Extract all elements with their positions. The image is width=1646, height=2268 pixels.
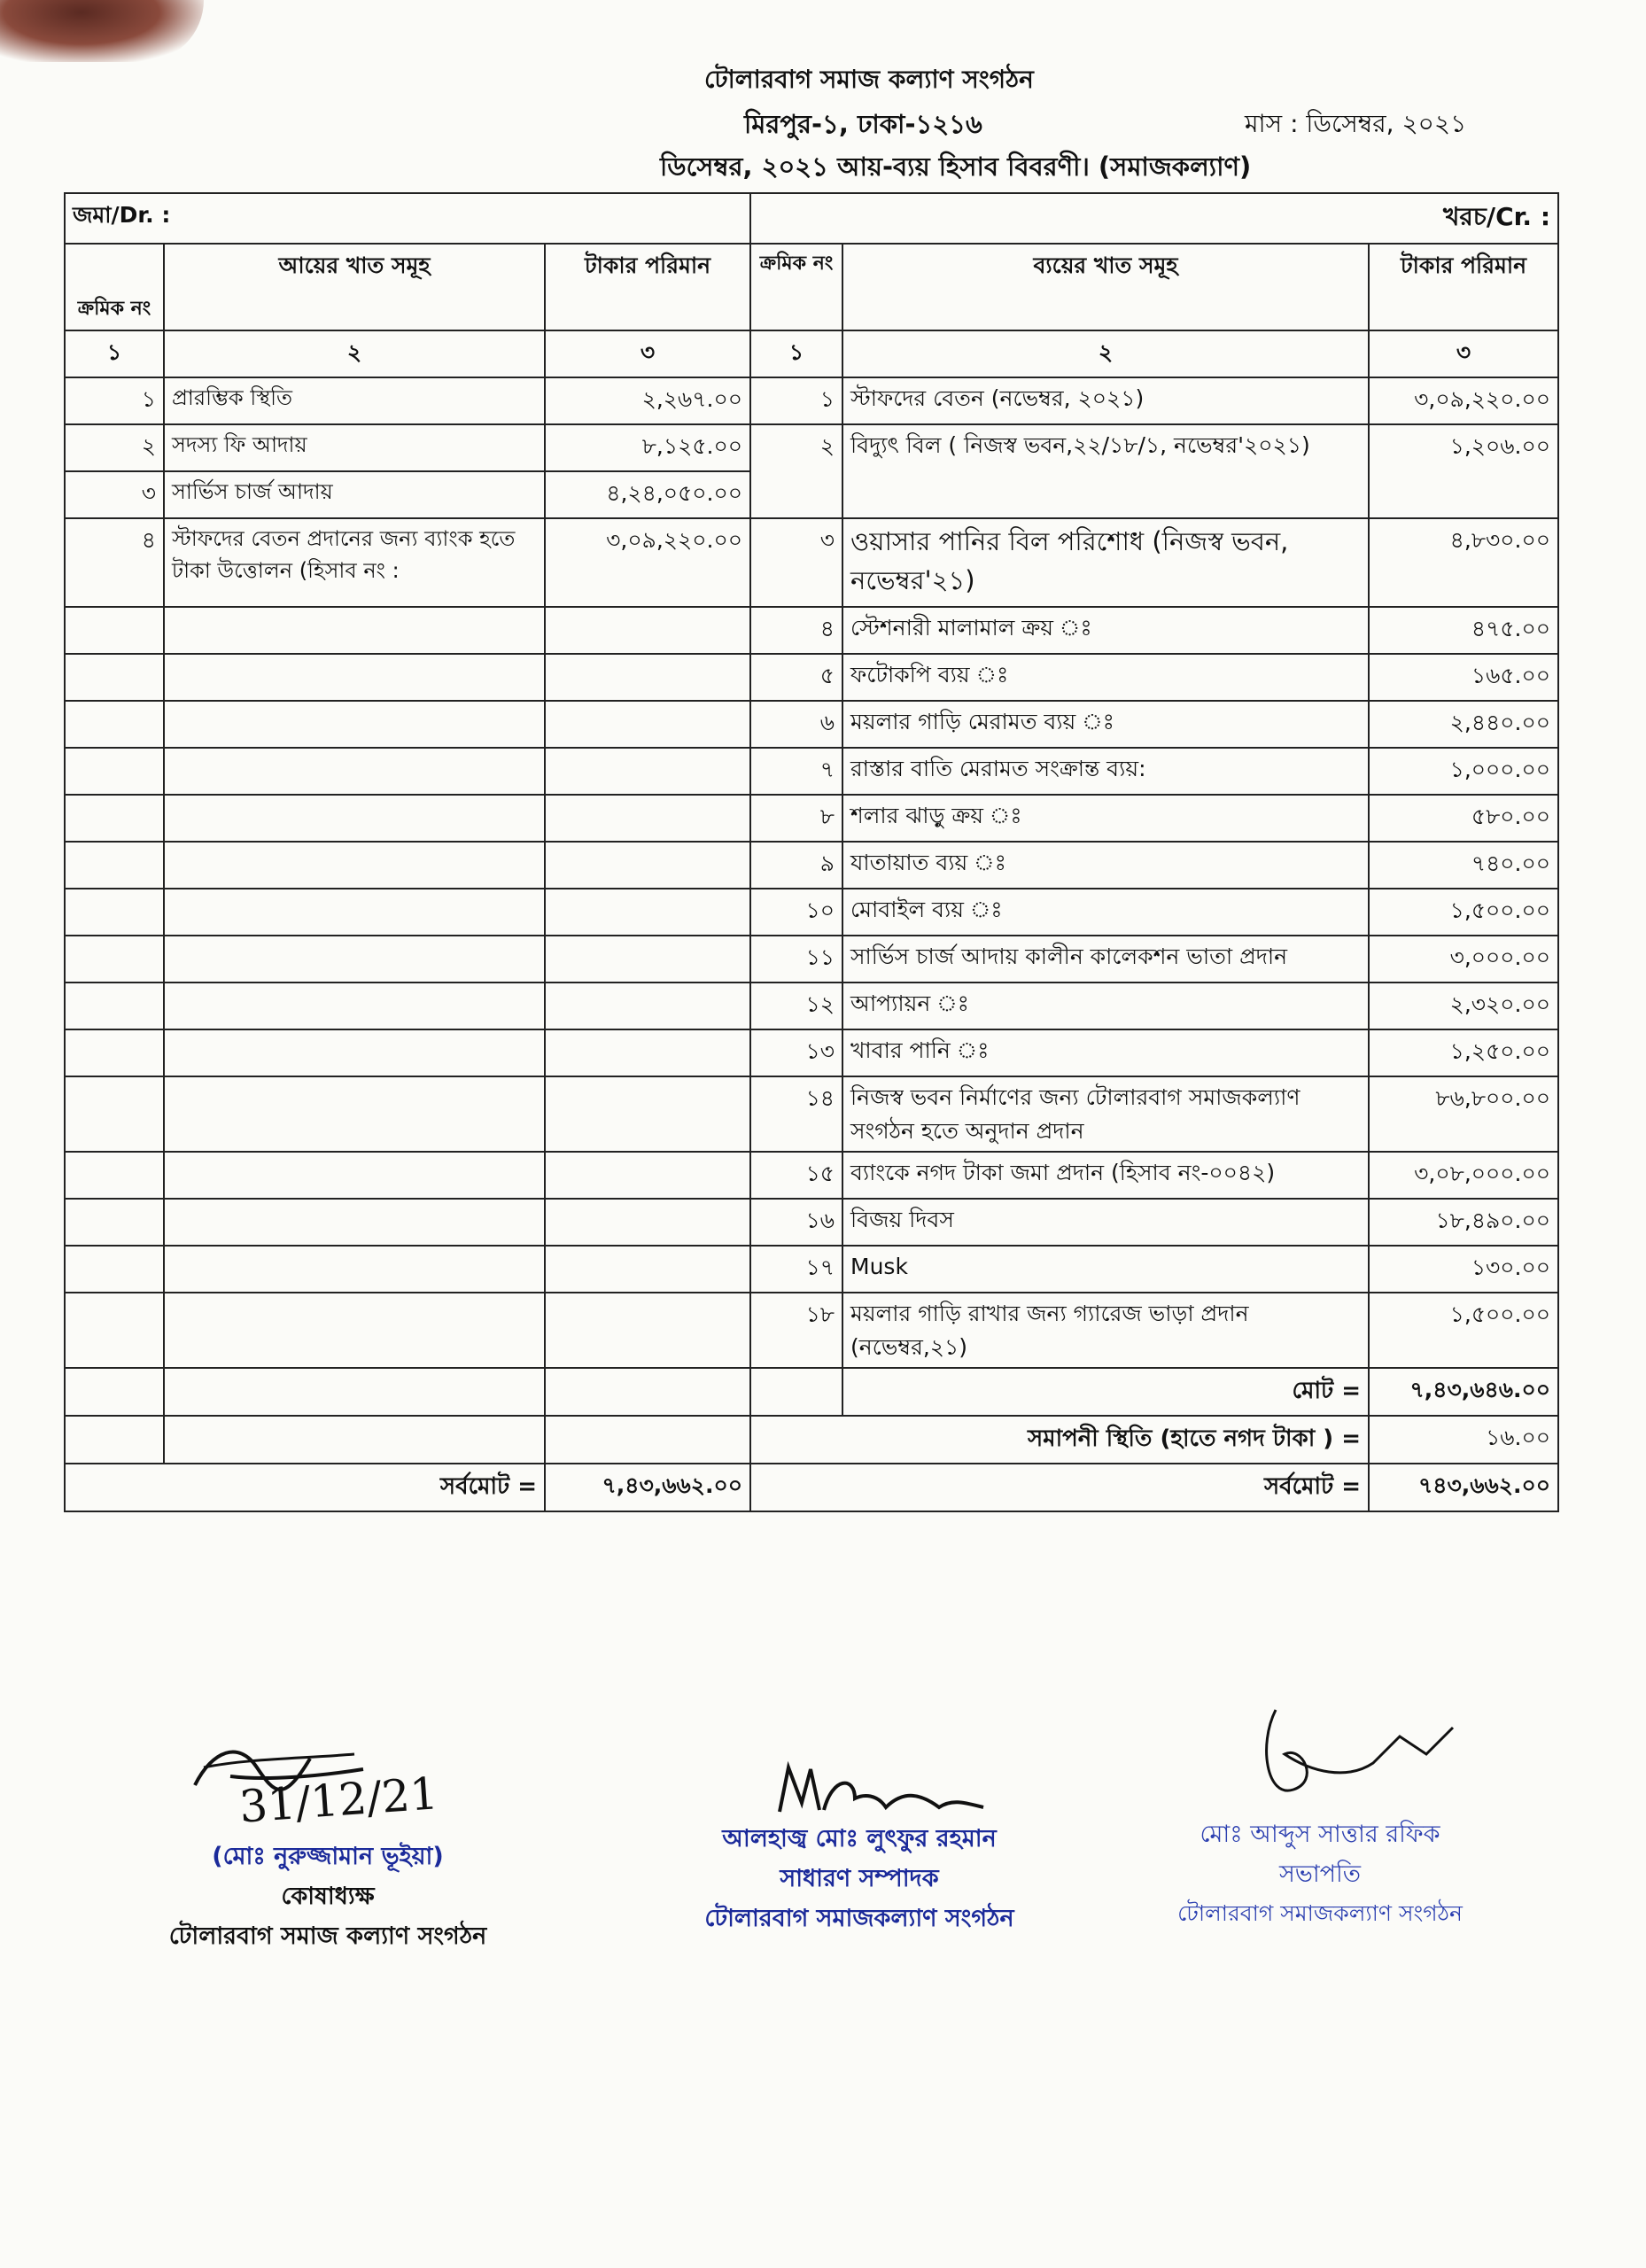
empty-cell xyxy=(545,654,750,701)
empty-cell xyxy=(164,889,545,936)
credit-label: খরচ/Cr. : xyxy=(750,193,1558,244)
handwritten-signature xyxy=(1161,1692,1479,1816)
empty-cell xyxy=(164,1029,545,1076)
expense-serial: ৩ xyxy=(750,518,842,607)
empty-cell xyxy=(164,936,545,983)
expense-amount: ২,৪৪০.০০ xyxy=(1369,701,1558,748)
income-amount: ২,২৬৭.০০ xyxy=(545,377,750,424)
expense-amount: ১,২৫০.০০ xyxy=(1369,1029,1558,1076)
expense-description: সার্ভিস চার্জ আদায় কালীন কালেকশন ভাতা প্রদান xyxy=(842,936,1369,983)
expense-serial: ১৬ xyxy=(750,1199,842,1246)
total-label: মোট = xyxy=(842,1368,1369,1416)
expense-serial: ১৫ xyxy=(750,1152,842,1199)
empty-cell xyxy=(164,1152,545,1199)
empty-cell xyxy=(164,1076,545,1152)
empty-cell xyxy=(545,607,750,654)
empty-cell xyxy=(65,1416,164,1464)
closing-balance-value: ১৬.০০ xyxy=(1369,1416,1558,1464)
expense-serial: ৪ xyxy=(750,607,842,654)
expense-amount: ১,৫০০.০০ xyxy=(1369,889,1558,936)
income-serial: ৪ xyxy=(65,518,164,607)
expense-description: ময়লার গাড়ি রাখার জন্য গ্যারেজ ভাড়া প্রদান (নভেম্বর,২১) xyxy=(842,1293,1369,1368)
expense-description: Musk xyxy=(842,1246,1369,1293)
income-expense-table xyxy=(64,192,1559,1512)
expense-serial: ৬ xyxy=(750,701,842,748)
expense-amount: ২,৩২০.০০ xyxy=(1369,983,1558,1029)
expense-description: স্টেশনারী মালামাল ক্রয় ঃ xyxy=(842,607,1369,654)
expense-description: ময়লার গাড়ি মেরামত ব্যয় ঃ xyxy=(842,701,1369,748)
income-description: প্রারম্ভিক স্থিতি xyxy=(164,377,545,424)
expense-description: বিজয় দিবস xyxy=(842,1199,1369,1246)
president-name: মোঃ আব্দুস সাত্তার রফিক xyxy=(1200,1821,1440,1848)
expense-amount: ১,৫০০.০০ xyxy=(1369,1293,1558,1368)
empty-cell xyxy=(65,983,164,1029)
expense-amount: ১৬৫.০০ xyxy=(1369,654,1558,701)
empty-cell xyxy=(545,748,750,795)
income-head-header: আয়ের খাত সমূহ xyxy=(164,244,545,330)
expense-description: যাতায়াত ব্যয় ঃ xyxy=(842,842,1369,889)
grand-total-expense: ৭৪৩,৬৬২.০০ xyxy=(1369,1464,1558,1511)
expense-amount: ১৮,৪৯০.০০ xyxy=(1369,1199,1558,1246)
empty-cell xyxy=(545,1076,750,1152)
empty-cell xyxy=(545,1199,750,1246)
empty-cell xyxy=(545,1416,750,1464)
empty-cell xyxy=(164,654,545,701)
expense-serial: ১৩ xyxy=(750,1029,842,1076)
empty-cell xyxy=(545,1029,750,1076)
empty-cell xyxy=(65,1199,164,1246)
expense-amount: ৩,০০০.০০ xyxy=(1369,936,1558,983)
expense-description: ব্যাংকে নগদ টাকা জমা প্রদান (হিসাব নং-০০৪২) xyxy=(842,1152,1369,1199)
expense-amount: ৭৪০.০০ xyxy=(1369,842,1558,889)
expense-description: শলার ঝাড়ু ক্রয় ঃ xyxy=(842,795,1369,842)
empty-cell xyxy=(545,1246,750,1293)
expense-serial: ২ xyxy=(750,424,842,518)
expense-serial: ৮ xyxy=(750,795,842,842)
column-number: ১ xyxy=(65,330,164,377)
expense-serial: ১৪ xyxy=(750,1076,842,1152)
grand-total-income: ৭,৪৩,৬৬২.০০ xyxy=(545,1464,750,1511)
expense-amount: ৩,০৮,০০০.০০ xyxy=(1369,1152,1558,1199)
debit-label: জমা/Dr. : xyxy=(65,193,750,244)
empty-cell xyxy=(65,795,164,842)
income-description: সার্ভিস চার্জ আদায় xyxy=(164,471,545,518)
expense-serial: ৫ xyxy=(750,654,842,701)
general-secretary-role: সাধারণ সম্পাদক xyxy=(780,1865,939,1892)
empty-cell xyxy=(65,1076,164,1152)
expense-description: ফটোকপি ব্যয় ঃ xyxy=(842,654,1369,701)
empty-cell xyxy=(65,1293,164,1368)
empty-cell xyxy=(65,1029,164,1076)
empty-cell xyxy=(164,1368,545,1416)
empty-cell xyxy=(65,889,164,936)
expense-amount: ৫৮০.০০ xyxy=(1369,795,1558,842)
empty-cell xyxy=(65,842,164,889)
empty-cell xyxy=(164,842,545,889)
expense-amount: ৪৭৫.০০ xyxy=(1369,607,1558,654)
empty-cell xyxy=(164,1293,545,1368)
month-label: মাস : ডিসেম্বর, ২০২১ xyxy=(1245,109,1467,138)
income-amount-header: টাকার পরিমান xyxy=(545,244,750,330)
empty-cell xyxy=(65,654,164,701)
empty-cell xyxy=(164,1416,545,1464)
expense-amount: ৪,৮৩০.০০ xyxy=(1369,518,1558,607)
expense-description: মোবাইল ব্যয় ঃ xyxy=(842,889,1369,936)
scan-corner-stain xyxy=(0,0,204,62)
empty-cell xyxy=(164,607,545,654)
expense-serial: ৯ xyxy=(750,842,842,889)
expense-amount: ১,০০০.০০ xyxy=(1369,748,1558,795)
expense-description: খাবার পানি ঃ xyxy=(842,1029,1369,1076)
expense-serial: ১ xyxy=(750,377,842,424)
signature-general-secretary xyxy=(673,1759,1045,1940)
empty-cell xyxy=(750,1368,842,1416)
empty-cell xyxy=(164,748,545,795)
total-value: ৭,৪৩,৬৪৬.০০ xyxy=(1369,1368,1558,1416)
expense-serial: ১২ xyxy=(750,983,842,1029)
empty-cell xyxy=(545,936,750,983)
column-number: ৩ xyxy=(1369,330,1558,377)
expense-description: স্টাফদের বেতন (নভেম্বর, ২০২১) xyxy=(842,377,1369,424)
org-title: টোলারবাগ সমাজ কল্যাণ সংগঠন xyxy=(704,65,1034,94)
income-amount: ৮,১২৫.০০ xyxy=(545,424,750,471)
empty-cell xyxy=(545,889,750,936)
income-serial: ৩ xyxy=(65,471,164,518)
closing-balance-label: সমাপনী স্থিতি (হাতে নগদ টাকা ) = xyxy=(750,1416,1369,1464)
empty-cell xyxy=(65,1152,164,1199)
empty-cell xyxy=(164,795,545,842)
income-serial-header: ক্রমিক নং xyxy=(65,244,164,330)
expense-amount: ১৩০.০০ xyxy=(1369,1246,1558,1293)
column-number: ৩ xyxy=(545,330,750,377)
empty-cell xyxy=(65,936,164,983)
income-amount: ৩,০৯,২২০.০০ xyxy=(545,518,750,607)
column-number: ২ xyxy=(842,330,1369,377)
signature-date: 31/12/21 xyxy=(237,1767,440,1833)
empty-cell xyxy=(65,1368,164,1416)
expense-description: নিজস্ব ভবন নির্মাণের জন্য টোলারবাগ সমাজকল্যাণ সংগঠন হতে অনুদান প্রদান xyxy=(842,1076,1369,1152)
empty-cell xyxy=(65,748,164,795)
empty-cell xyxy=(65,701,164,748)
org-address: মিরপুর-১, ঢাকা-১২১৬ xyxy=(744,109,982,139)
grand-total-label-income: সর্বমোট = xyxy=(65,1464,545,1511)
empty-cell xyxy=(545,701,750,748)
expense-amount-header: টাকার পরিমান xyxy=(1369,244,1558,330)
expense-serial-header: ক্রমিক নং xyxy=(750,244,842,330)
empty-cell xyxy=(164,1199,545,1246)
empty-cell xyxy=(65,607,164,654)
income-serial: ১ xyxy=(65,377,164,424)
expense-serial: ১০ xyxy=(750,889,842,936)
empty-cell xyxy=(164,701,545,748)
empty-cell xyxy=(65,1246,164,1293)
empty-cell xyxy=(545,842,750,889)
expense-amount: ৩,০৯,২২০.০০ xyxy=(1369,377,1558,424)
handwritten-signature xyxy=(700,1759,1019,1821)
income-description: সদস্য ফি আদায় xyxy=(164,424,545,471)
expense-description: রাস্তার বাতি মেরামত সংক্রান্ত ব্যয়: xyxy=(842,748,1369,795)
empty-cell xyxy=(545,1152,750,1199)
expense-head-header: ব্যয়ের খাত সমূহ xyxy=(842,244,1369,330)
income-description: স্টাফদের বেতন প্রদানের জন্য ব্যাংক হতে টাকা উত্তোলন (হিসাব নং : xyxy=(164,518,545,607)
president-org: টোলারবাগ সমাজকল্যাণ সংগঠন xyxy=(1177,1900,1463,1926)
income-serial: ২ xyxy=(65,424,164,471)
treasurer-org: টোলারবাগ সমাজ কল্যাণ সংগঠন xyxy=(168,1922,487,1950)
expense-serial: ৭ xyxy=(750,748,842,795)
expense-serial: ১১ xyxy=(750,936,842,983)
expense-serial: ১৭ xyxy=(750,1246,842,1293)
empty-cell xyxy=(545,1368,750,1416)
column-number: ১ xyxy=(750,330,842,377)
expense-description: আপ্যায়ন ঃ xyxy=(842,983,1369,1029)
signature-president xyxy=(1143,1692,1497,1934)
president-role: সভাপতি xyxy=(1278,1860,1362,1888)
expense-description: ওয়াসার পানির বিল পরিশোধ (নিজস্ব ভবন, নভেম্বর'২১) xyxy=(842,518,1369,607)
general-secretary-name: আলহাজ্ব মোঃ লুৎফুর রহমান xyxy=(722,1825,997,1852)
expense-amount: ১,২০৬.০০ xyxy=(1369,424,1558,518)
treasurer-name: (মোঃ নুরুজ্জামান ভূইয়া) xyxy=(212,1843,444,1870)
general-secretary-org: টোলারবাগ সমাজকল্যাণ সংগঠন xyxy=(704,1905,1014,1932)
empty-cell xyxy=(164,1246,545,1293)
expense-amount: ৮৬,৮০০.০০ xyxy=(1369,1076,1558,1152)
grand-total-label-expense: সর্বমোট = xyxy=(750,1464,1369,1511)
empty-cell xyxy=(545,983,750,1029)
income-amount: ৪,২৪,০৫০.০০ xyxy=(545,471,750,518)
column-number: ২ xyxy=(164,330,545,377)
signature-treasurer xyxy=(133,1732,523,1958)
expense-description: বিদ্যুৎ বিল ( নিজস্ব ভবন,২২/১৮/১, নভেম্বর'২০২১) xyxy=(842,424,1369,518)
statement-title: ডিসেম্বর, ২০২১ আয়-ব্যয় হিসাব বিবরণী। (সমাজকল্যাণ) xyxy=(660,151,1252,182)
empty-cell xyxy=(545,795,750,842)
treasurer-role: কোষাধ্যক্ষ xyxy=(281,1883,375,1910)
empty-cell xyxy=(164,983,545,1029)
expense-serial: ১৮ xyxy=(750,1293,842,1368)
empty-cell xyxy=(545,1293,750,1368)
